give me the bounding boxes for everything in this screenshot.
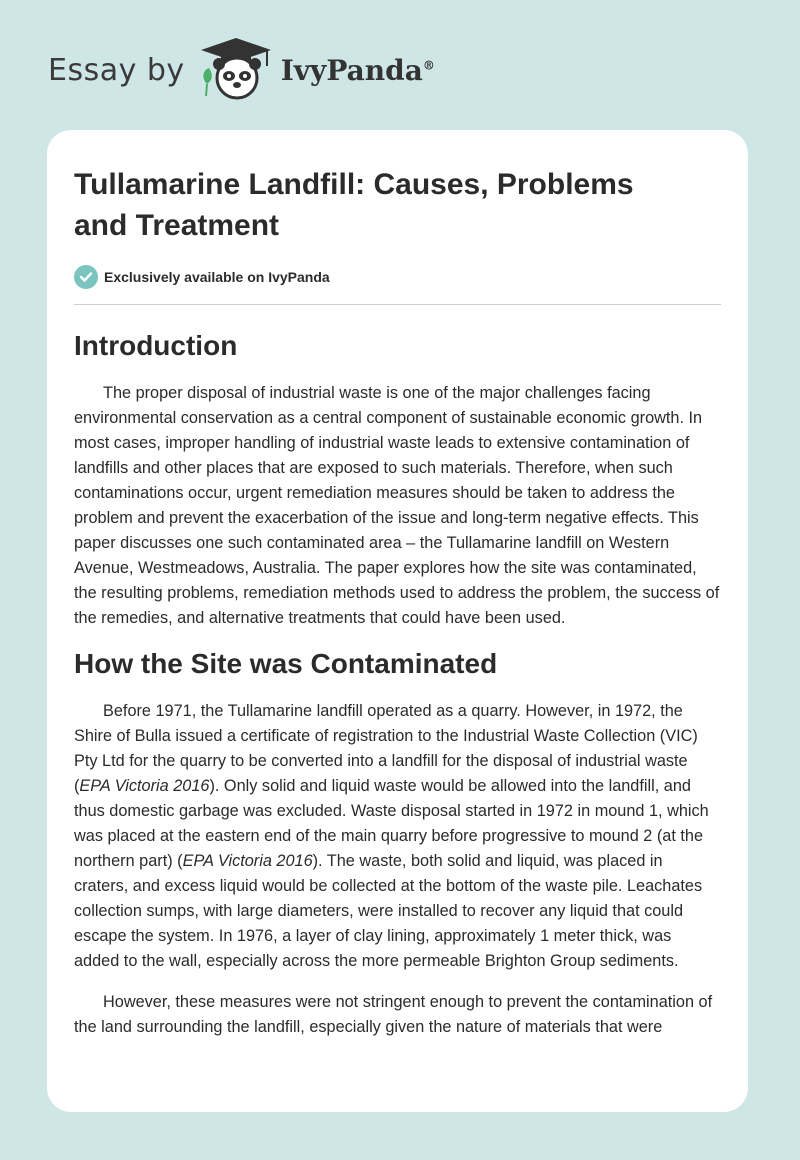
site-header bbox=[48, 30, 435, 110]
exclusive-badge bbox=[74, 265, 721, 289]
essay-title: Tullamarine Landfill: Causes, Problems and Treatment bbox=[74, 168, 634, 242]
divider bbox=[74, 304, 721, 305]
citation: EPA Victoria 2016 bbox=[182, 852, 313, 870]
exclusive-badge-label: Exclusively available on IvyPanda bbox=[104, 269, 330, 285]
paragraph: However, these measures were not stringent enough to prevent the contamination of the land surrounding the landfill, especially given the nature of materials that were bbox=[74, 993, 713, 1036]
citation: EPA Victoria 2016 bbox=[79, 777, 210, 795]
paragraph: The proper disposal of industrial waste is one of the major challenges facing environmental conservation as a central component of sustainable economic growth. In most cases, improper handling of industrial waste leads to extensive contamination of landfills and other places that are exposed to such materials. Therefore, when such contaminations occur, urgent remediation measures should be taken to address the problem and prevent the exacerbation of the issue and long-term negative effects. This paper discusses one such contaminated area – the Tullamarine landfill on Western Avenue, Westmeadows, Australia. The paper explores how the site was contaminated, the resulting problems, remediation methods used to address the problem, the success of the remedies, and alternative treatments that could have been used. bbox=[74, 384, 720, 627]
brand-name[interactable]: IvyPanda® bbox=[280, 53, 435, 87]
essay-by-label: Essay by bbox=[48, 52, 185, 88]
check-icon bbox=[74, 265, 98, 289]
section-heading-contamination: How the Site was Contaminated bbox=[74, 648, 498, 679]
essay-card bbox=[47, 130, 748, 1112]
section-heading-introduction: Introduction bbox=[74, 330, 238, 361]
panda-logo-icon[interactable] bbox=[197, 34, 275, 107]
paragraph: Before 1971, the Tullamarine landfill operated as a quarry. However, in 1972, the Shire of Bulla issued a certificate of registration to the Industrial Waste Collection (VIC) Pty Ltd for the quarry to be converted into a landfill for the disposal of industrial waste (EPA Victoria 2016). Only solid and liquid waste would be allowed into the landfill, and thus domestic garbage was excluded. Waste disposal started in 1972 in mound 1, which was placed at the eastern end of the main quarry before progressive to mound 2 (at the northern part) (EPA Victoria 2016). The waste, both solid and liquid, was placed in craters, and excess liquid would be collected at the bottom of the waste pile. Leachates collection sumps, with large diameters, were installed to recover any liquid that could escape the system. In 1976, a layer of clay lining, approximately 1 meter thick, was added to the wall, especially across the more permeable Brighton Group sediments. bbox=[74, 702, 709, 970]
